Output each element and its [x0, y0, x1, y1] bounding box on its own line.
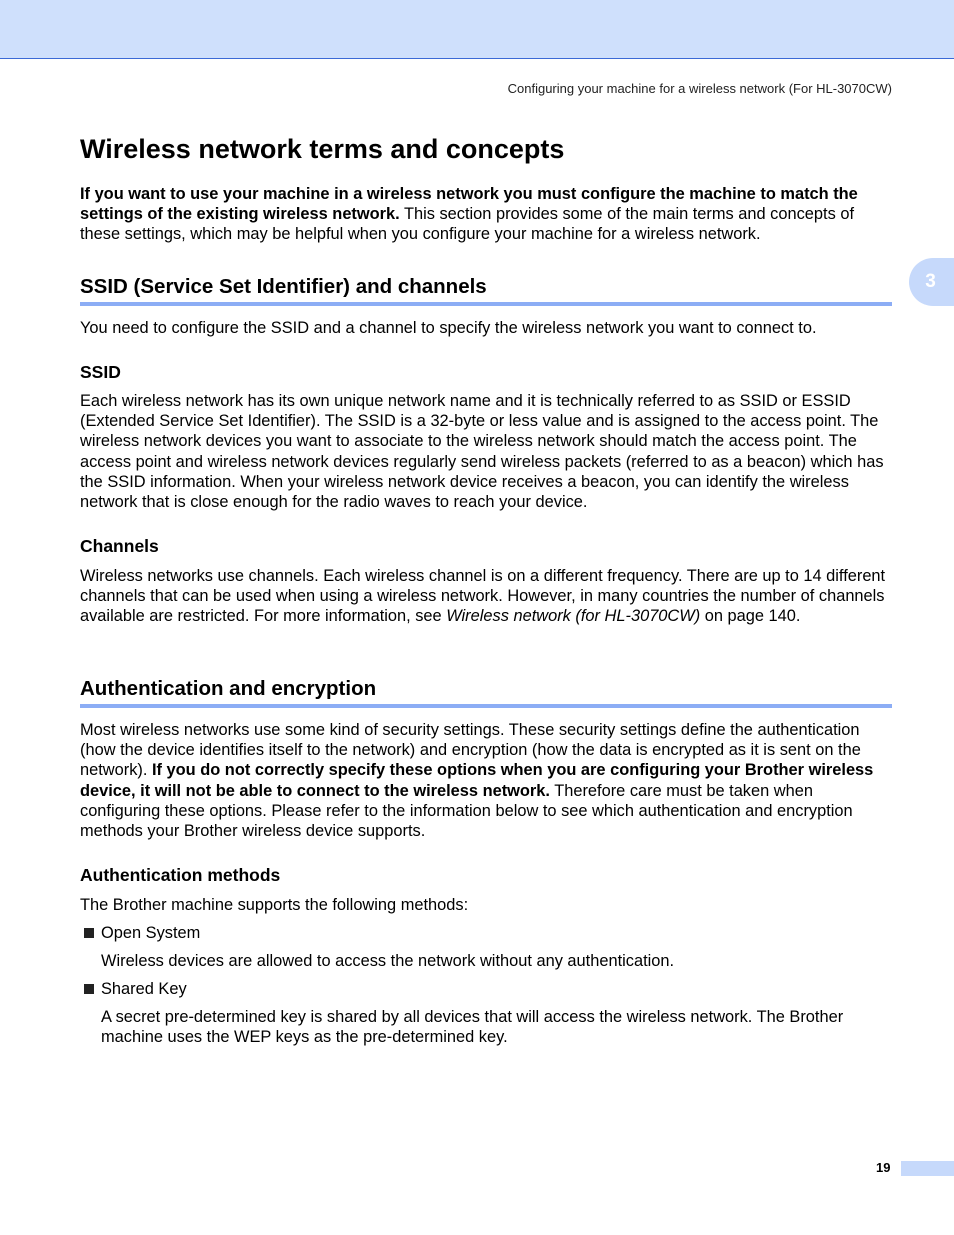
chapter-tab: 3 [909, 258, 954, 306]
ssid-section-intro: You need to configure the SSID and a channel to specify the wireless network you want to connect to. [80, 319, 817, 337]
list-item-description: Wireless devices are allowed to access the network without any authentication. [101, 952, 675, 970]
subheading-channels: Channels [80, 536, 159, 556]
channels-link[interactable]: Wireless network (for HL-3070CW) [446, 607, 701, 626]
running-header: Configuring your machine for a wireless network (For HL-3070CW) [507, 81, 892, 96]
page-number: 19 [876, 1160, 891, 1175]
list-item-description: A secret pre-determined key is shared by all devices that will access the wireless network. The Brother machine uses the WEP keys as the pre-determined key. [101, 1008, 844, 1047]
page-title: Wireless network terms and concepts [80, 134, 565, 164]
ssid-paragraph: Each wireless network has its own unique network name and it is technically referred to as SSID or ESSID (Extended Service Set Identifier). The SSID is a 32-byte or less value and is assigned to the access point. The wireless network devices you want to associate to the wireless network should match the access point. The access point and wireless network devices regularly send wireless packets (referred to as a beacon) which has the SSID information. When your wireless network device receives a beacon, you can identify the wireless network that is close enough for the radio waves to reach your device. [80, 392, 884, 512]
intro-paragraph [80, 184, 892, 245]
intro-bold: If you want to use your machine in a wireless network you must configure the machine to match the settings of the existing wireless network. [80, 185, 858, 224]
subheading-ssid: SSID [80, 362, 121, 382]
auth-text-2: Therefore care must be taken when configuring these options. Please refer to the information below to see which authentication and encryption methods your Brother wireless device supports. [80, 781, 853, 841]
list-item [84, 979, 187, 999]
auth-text-1: Most wireless networks use some kind of security settings. These security settings define the authentication (how the device identifies itself to the network) and encryption (how the data is encrypted as it is sent on the network). [80, 721, 861, 780]
intro-text: This section provides some of the main terms and concepts of these settings, which may be helpful when you configure your machine for a wireless network. [80, 205, 855, 244]
bullet-square-icon [84, 984, 94, 994]
list-item-label: Shared Key [101, 980, 187, 998]
list-item [84, 923, 200, 943]
page-number-band [901, 1161, 954, 1176]
auth-bold: If you do not correctly specify these options when you are configuring your Brother wireless device, it will not be able to connect to the wireless network. [80, 761, 874, 800]
subheading-auth-methods: Authentication methods [80, 865, 281, 885]
auth-paragraph [80, 720, 892, 841]
section-heading-auth: Authentication and encryption [80, 677, 892, 708]
header-band [0, 0, 954, 59]
list-item-label: Open System [101, 924, 201, 942]
auth-methods-intro: The Brother machine supports the following methods: [80, 896, 469, 914]
channels-text: Wireless networks use channels. Each wireless channel is on a different frequency. There are up to 14 different channels that can be used when using a wireless network. However, in many countries the number of channels available are restricted. For more information, see [80, 567, 886, 626]
channels-paragraph [80, 566, 892, 627]
channels-tail: on page 140. [700, 607, 801, 626]
section-heading-ssid: SSID (Service Set Identifier) and channels [80, 275, 892, 306]
bullet-square-icon [84, 928, 94, 938]
